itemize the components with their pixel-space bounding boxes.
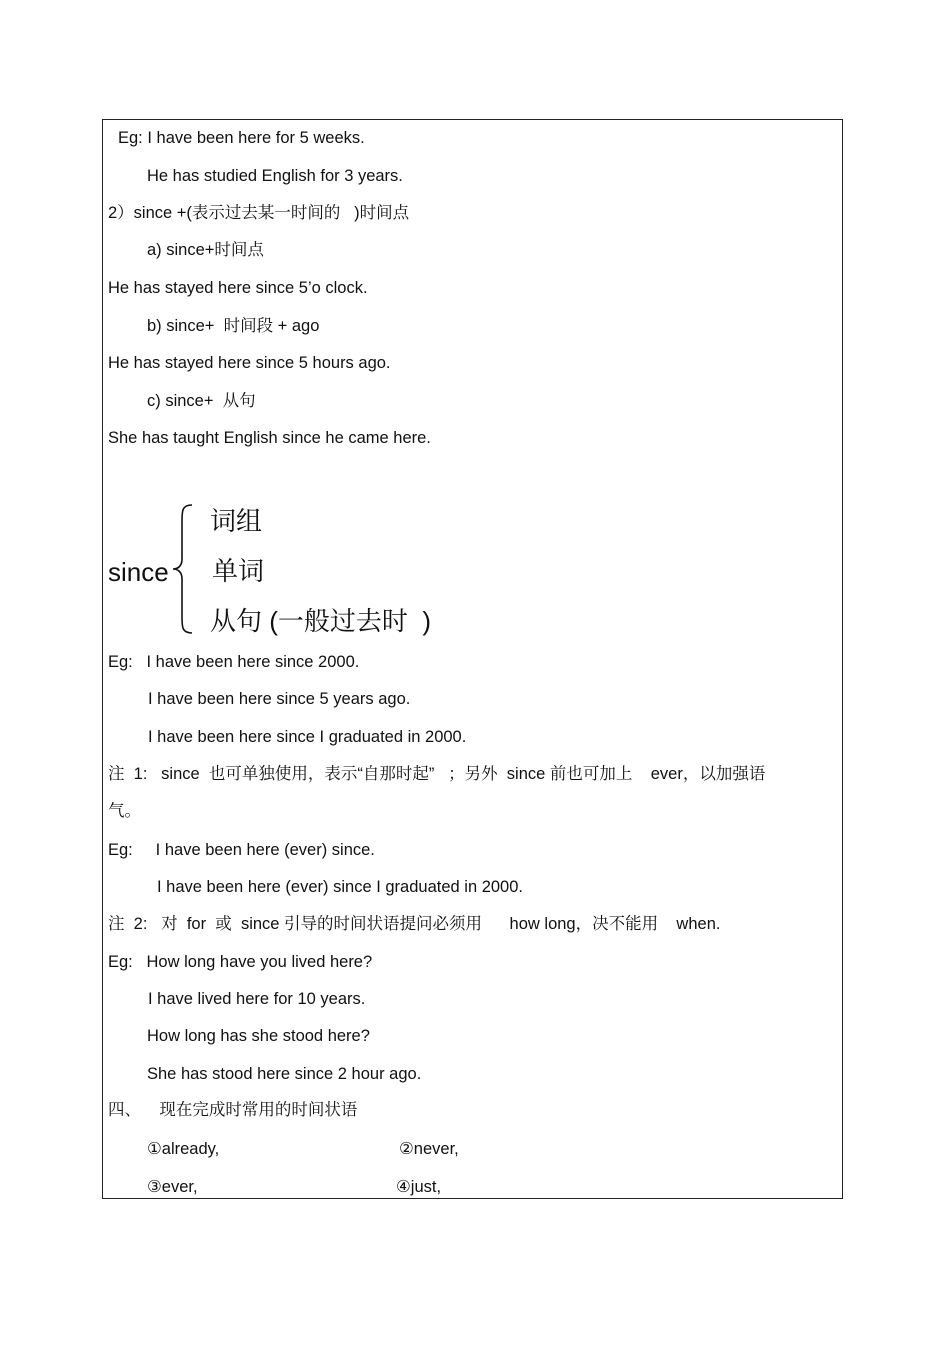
list-item: ①already, — [147, 1140, 220, 1158]
example-line: She has taught English since he came here. — [108, 429, 431, 447]
example-line: I have been here since I graduated in 2000. — [148, 728, 467, 746]
example-line: I have been here since 5 years ago. — [148, 690, 411, 708]
list-item: ②never, — [399, 1140, 459, 1158]
note-line: 注 2: 对 for 或 since 引导的时间状语提问必须用 how long，决不能用 when. — [108, 915, 721, 933]
note-line: 气。 — [108, 802, 141, 820]
diagram-item: 词组 — [210, 506, 263, 536]
list-item: ④just, — [396, 1178, 442, 1196]
section-heading: 四、 现在完成时常用的时间状语 — [108, 1101, 358, 1119]
diagram-item: 单词 — [212, 556, 265, 586]
example-line: He has studied English for 3 years. — [147, 167, 403, 185]
diagram-word: since — [108, 557, 169, 587]
example-line: I have lived here for 10 years. — [148, 990, 366, 1008]
example-line: He has stayed here since 5’o clock. — [108, 279, 368, 297]
example-line: He has stayed here since 5 hours ago. — [108, 354, 391, 372]
rule-subitem: b) since+ 时间段 + ago — [147, 317, 320, 335]
example-line: Eg: I have been here for 5 weeks. — [118, 129, 365, 147]
rule-subitem: c) since+ 从句 — [147, 392, 256, 410]
diagram-item: 从句 (一般过去时 ) — [210, 606, 431, 636]
note-line: 注 1: since 也可单独使用，表示“自那时起” ；另外 since 前也可加上 ever，以加强语 — [108, 765, 766, 783]
rule-heading: 2）since +(表示过去某一时间的 )时间点 — [108, 204, 410, 222]
example-line: She has stood here since 2 hour ago. — [147, 1065, 422, 1083]
example-line: Eg: How long have you lived here? — [108, 953, 373, 971]
example-line: Eg: I have been here since 2000. — [108, 653, 360, 671]
example-line: Eg: I have been here (ever) since. — [108, 841, 375, 859]
rule-subitem: a) since+时间点 — [147, 241, 264, 259]
curly-brace-icon — [170, 503, 196, 635]
example-line: How long has she stood here? — [147, 1027, 370, 1045]
list-item: ③ever, — [147, 1178, 198, 1196]
example-line: I have been here (ever) since I graduated in 2000. — [157, 878, 523, 896]
